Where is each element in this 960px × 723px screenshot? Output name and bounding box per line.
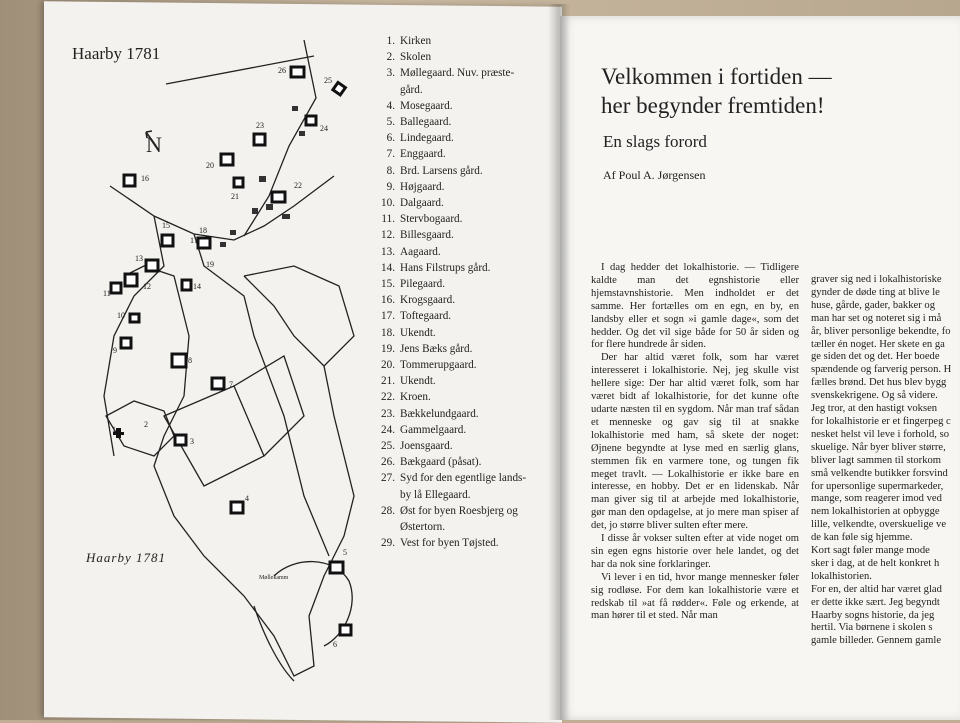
legend-text: Ukendt. (400, 326, 436, 339)
map-label-8: 8 (188, 356, 192, 365)
legend-text: Billesgaard. (400, 229, 454, 242)
legend-text: Højgaard. (400, 180, 445, 193)
legend-item (378, 389, 548, 405)
legend-text: Enggaard. (400, 148, 446, 161)
map-label-11: 11 (103, 289, 111, 298)
legend-text: Ukendt. (400, 375, 436, 388)
legend-number: 1. (386, 35, 395, 47)
legend-item (378, 292, 548, 308)
map-label-6: 6 (333, 640, 337, 649)
map-label-18: 18 (199, 226, 207, 235)
legend-number (378, 487, 395, 503)
article-paragraph: ge siden det og det. Her boede (811, 351, 940, 363)
farm-5 (330, 562, 343, 573)
book-gutter (548, 4, 570, 720)
map-label-19: 19 (206, 260, 214, 269)
legend-text: Ballegaard. (400, 116, 452, 129)
article-paragraph: fælles brønd. Det hus blev bygg (811, 377, 947, 389)
article-paragraph: Haarby sogns historie, da jeg (811, 609, 935, 621)
map-field (234, 356, 304, 456)
legend-number: 16. (381, 294, 395, 307)
article-paragraph: I dag hedder det lokalhistorie. — Tidligere kaldte man det egnshistorie eller hjemstavnshistorie. Men indholdet er det samme. Her fortælles om en egn, en by, en landsby eller et sogn »i gamle dage«, som det hedder. Og det vil sige både for 50 år siden og for flere hundrede år siden. (591, 262, 799, 351)
map-label-15: 15 (162, 221, 170, 230)
map-village-outline (124, 266, 354, 676)
legend-text: Stervbogaard. (400, 213, 463, 226)
article-paragraph: for lokalhistorie er et fingerpeg c (811, 415, 951, 427)
article-paragraph: lille, velkendte, overskuelige ve (811, 519, 947, 531)
legend-text: Hans Filstrups gård. (400, 261, 491, 274)
legend-number: 5. (386, 116, 395, 129)
article-paragraph: små velkendte butikker forsvind (811, 467, 948, 479)
farm-18 (198, 238, 210, 248)
legend-item (378, 438, 548, 454)
legend-item (378, 422, 548, 438)
map-building (299, 131, 305, 136)
article-paragraph: svenskekrigene. Og så videre. (811, 390, 938, 402)
legend-item (378, 179, 548, 195)
legend-item (378, 82, 548, 98)
legend-item (378, 454, 548, 470)
legend-number (378, 519, 395, 535)
map-label-20: 20 (206, 161, 214, 170)
legend-number: 11. (381, 213, 395, 226)
farm-22 (272, 192, 285, 202)
legend-number: 17. (381, 310, 395, 323)
article-paragraph: de kan føle sig hjemme. (811, 532, 913, 544)
farm-16 (124, 175, 135, 186)
legend-number: 22. (381, 391, 395, 404)
legend-text: Kirken (400, 35, 432, 47)
legend-number: 8. (386, 164, 395, 177)
legend-text: Østertorn. (400, 521, 446, 534)
article-paragraph: Kort sagt føler mange mode (811, 545, 930, 557)
legend-item (378, 373, 548, 389)
legend-text: Brd. Larsens gård. (400, 164, 483, 177)
farm-26 (291, 67, 304, 77)
article-paragraph: år, bliver personlige bekendte, fo (811, 325, 951, 337)
article-paragraph: huse, gårde, gader, bakker og (811, 299, 936, 311)
article-paragraph: man har set og noteret sig i må (811, 312, 942, 324)
legend-item (378, 65, 548, 81)
article-column-1 (591, 262, 799, 623)
map-label-7: 7 (229, 380, 233, 389)
farm-13 (146, 260, 158, 271)
farm-14 (182, 280, 191, 290)
farm-4 (231, 502, 243, 513)
article-paragraph: nem lokalhistorien at opbygge (811, 506, 940, 518)
article-paragraph: I disse år vokser sulten efter at vide noget om sin egen egns historie over hele landet, og det har da nok sine forklaringer. (591, 533, 799, 570)
article-paragraph: lokalhistorien. (811, 570, 872, 582)
legend-number: 26. (381, 456, 395, 469)
legend-text: Toftegaard. (400, 310, 452, 323)
legend-number: 19. (381, 342, 395, 355)
article-paragraph: gynder de døde ting at blive le (811, 286, 940, 298)
legend-number: 20. (381, 359, 395, 372)
map-label-23: 23 (256, 121, 264, 130)
legend-number: 7. (386, 148, 395, 161)
legend-item (378, 341, 548, 357)
heading-line-2: her begynder fremtiden! (601, 93, 825, 118)
article-subheading: En slags forord (603, 132, 707, 151)
legend-number (378, 82, 395, 98)
article-paragraph: gamle billeder. Gennem gamle (811, 635, 942, 647)
legend-item (378, 244, 548, 260)
legend-item (378, 146, 548, 162)
map-label-17: 17 (190, 236, 198, 245)
legend-text: Øst for byen Roesbjerg og (400, 504, 518, 517)
legend-item (378, 308, 548, 324)
farm-24 (306, 116, 316, 125)
legend-text: Skolen (400, 51, 432, 64)
legend-item (378, 276, 548, 292)
legend-text: Gammelgaard. (400, 423, 467, 436)
article-column-2 (811, 274, 960, 648)
map-label-5: 5 (343, 548, 347, 557)
article-paragraph: sker i dag, at de helt konkret h (811, 557, 940, 569)
article-paragraph: hertil. Via børnene i skolen s (811, 622, 933, 634)
legend-number: 28. (381, 504, 395, 517)
farm-3 (175, 435, 186, 445)
legend-text: Pilegaard. (400, 278, 446, 291)
farm-20 (221, 154, 233, 165)
legend-number: 18. (381, 326, 395, 339)
legend-text: Bækgaard (påsat). (400, 456, 482, 469)
article-paragraph: for upersonlige supermarkeder, (811, 480, 944, 492)
legend-item (378, 114, 548, 130)
map-label-14: 14 (193, 282, 201, 291)
legend-item (378, 163, 548, 179)
legend-number: 21. (381, 375, 395, 388)
map-road (104, 216, 164, 456)
legend-text: gård. (400, 83, 423, 96)
legend-item (378, 49, 548, 65)
legend-item (378, 325, 548, 341)
legend-number: 4. (386, 99, 395, 112)
legend-number: 12. (381, 229, 395, 242)
legend-number: 3. (386, 67, 395, 80)
legend-number: 2. (386, 51, 395, 64)
map-label-25: 25 (324, 76, 332, 85)
legend-item (378, 357, 548, 373)
article-paragraph: mange, som reagerer imod ved (811, 493, 942, 505)
map-label-21: 21 (231, 192, 239, 201)
legend-item (378, 211, 548, 227)
legend-item (378, 195, 548, 211)
legend-item (378, 227, 548, 243)
article-paragraph: er dette ikke sært. Jeg begyndt (811, 596, 940, 608)
map-label-24: 24 (320, 124, 328, 133)
farm-7 (212, 378, 224, 389)
legend-text: Joensgaard. (400, 440, 453, 453)
map-label-16: 16 (141, 174, 149, 183)
legend-item (378, 470, 548, 486)
map-label-22: 22 (294, 181, 302, 190)
legend-item (378, 503, 548, 519)
farm-9 (121, 338, 131, 348)
mill-label: Møllekamm (259, 575, 289, 581)
article-paragraph: skuelige. Når byer bliver større, (811, 441, 946, 453)
map-label-26: 26 (278, 66, 286, 75)
legend-text: Krogsgaard. (400, 294, 455, 307)
legend-number: 6. (386, 132, 395, 145)
map-building (292, 106, 298, 111)
legend-item (378, 406, 548, 422)
legend-number: 10. (381, 197, 395, 210)
farm-6 (340, 625, 351, 635)
legend-text: Jens Bæks gård. (400, 342, 473, 355)
farm-12 (125, 274, 137, 286)
farm-11 (111, 283, 121, 293)
map-label-1: 1 (112, 425, 116, 434)
farm-8 (172, 354, 186, 367)
article-paragraph: For en, der altid har været glad (811, 583, 942, 595)
map-label-13: 13 (135, 254, 143, 263)
legend-text: Vest for byen Tøjsted. (400, 537, 499, 550)
legend-item (378, 33, 548, 49)
legend-text: by lå Ellegaard. (400, 488, 471, 501)
heading-line-1: Velkommen i fortiden — (601, 64, 832, 89)
legend-text: Lindegaard. (400, 132, 454, 145)
farm-21 (234, 178, 243, 187)
legend-text: Dalgaard. (400, 197, 444, 210)
article-paragraph: tæller én noget. Her skete en ga (811, 338, 945, 350)
article-paragraph: nesket helst vil leve i forhold, so (811, 428, 949, 440)
legend-number: 29. (381, 537, 395, 550)
legend-text: Møllegaard. Nuv. præste- (400, 67, 515, 80)
legend-item (378, 130, 548, 146)
map-legend (378, 33, 548, 552)
legend-number: 24. (381, 423, 395, 436)
map-building (266, 204, 273, 210)
article-paragraph: spændende og farverig person. H (811, 364, 952, 376)
map-label-4: 4 (245, 494, 249, 503)
legend-item (378, 98, 548, 114)
map-label-12: 12 (143, 282, 151, 291)
article-paragraph: Vi lever i en tid, hvor mange mennesker føler sig rodløse. For dem kan lokalhistorie være et redskab til »at få rødder«. Føle og erkende, at man hører til et sted. Når man (591, 571, 799, 622)
map-label-10: 10 (117, 311, 125, 320)
map-building (282, 214, 290, 219)
article-paragraph: Jeg tror, at den hastigt voksen (811, 403, 938, 415)
legend-text: Mosegaard. (400, 99, 453, 112)
legend-item (378, 535, 548, 551)
farm-10 (130, 314, 139, 322)
legend-number: 14. (381, 261, 395, 274)
farm-15 (162, 235, 173, 246)
north-label: N (146, 132, 162, 157)
legend-text: Bækkelundgaard. (400, 407, 479, 420)
map-signature: Haarby 1781 (86, 550, 166, 565)
map-building (259, 176, 266, 182)
farm-25 (333, 82, 346, 95)
legend-text: Kroen. (400, 391, 431, 404)
article-paragraph: bliver lagt sammen til storkom (811, 454, 942, 466)
legend-item (378, 260, 548, 276)
article-paragraph: graver sig ned i lokalhistoriske (811, 274, 942, 285)
article-paragraph: Der har altid været folk, som har været interesseret i lokalhistorie. Nej, jeg skulle vist hellere sige: Der har altid været folk, som har været bidt af lokalhistorie, for det kunne ofte udarte næsten til en sygdom. Når man traf sådan et menneske og gav sig til at snakke lokalhistorie med ham, så skete der noget: Øjnene begyndte at lyse med en særlig glans, stemmen fik en varmere tone, og tungen fik meget travlt. — Lokalhistorie er ikke bare en interesse, en hobby. Det er en lidenskab. Når man giver sig til at arbejde med lokalhistorie, gør man den opdagelse, at jo mere man spiser af det, jo større bliver sulten efter mere. (591, 352, 799, 532)
map-building (230, 230, 236, 235)
legend-text: Syd for den egentlige lands- (400, 472, 527, 485)
farm-23 (254, 134, 265, 145)
map-building (252, 208, 258, 214)
map-title: Haarby 1781 (72, 44, 161, 63)
legend-text: Tommerupgaard. (400, 359, 477, 372)
legend-number: 25. (381, 440, 395, 453)
map-building (220, 242, 226, 247)
legend-number: 9. (386, 180, 395, 193)
map-field (244, 266, 354, 366)
map-label-3: 3 (190, 437, 194, 446)
village-map (94, 36, 376, 686)
legend-number: 23. (381, 407, 395, 420)
article-heading (601, 62, 960, 120)
map-label-9: 9 (113, 346, 117, 355)
legend-number: 13. (381, 245, 395, 258)
legend-item (378, 519, 548, 535)
legend-item (378, 487, 548, 503)
legend-number: 27. (381, 472, 395, 485)
legend-number: 15. (381, 278, 395, 291)
map-label-2: 2 (144, 420, 148, 429)
legend-text: Aagaard. (400, 245, 441, 258)
article-byline: Af Poul A. Jørgensen (603, 168, 706, 182)
